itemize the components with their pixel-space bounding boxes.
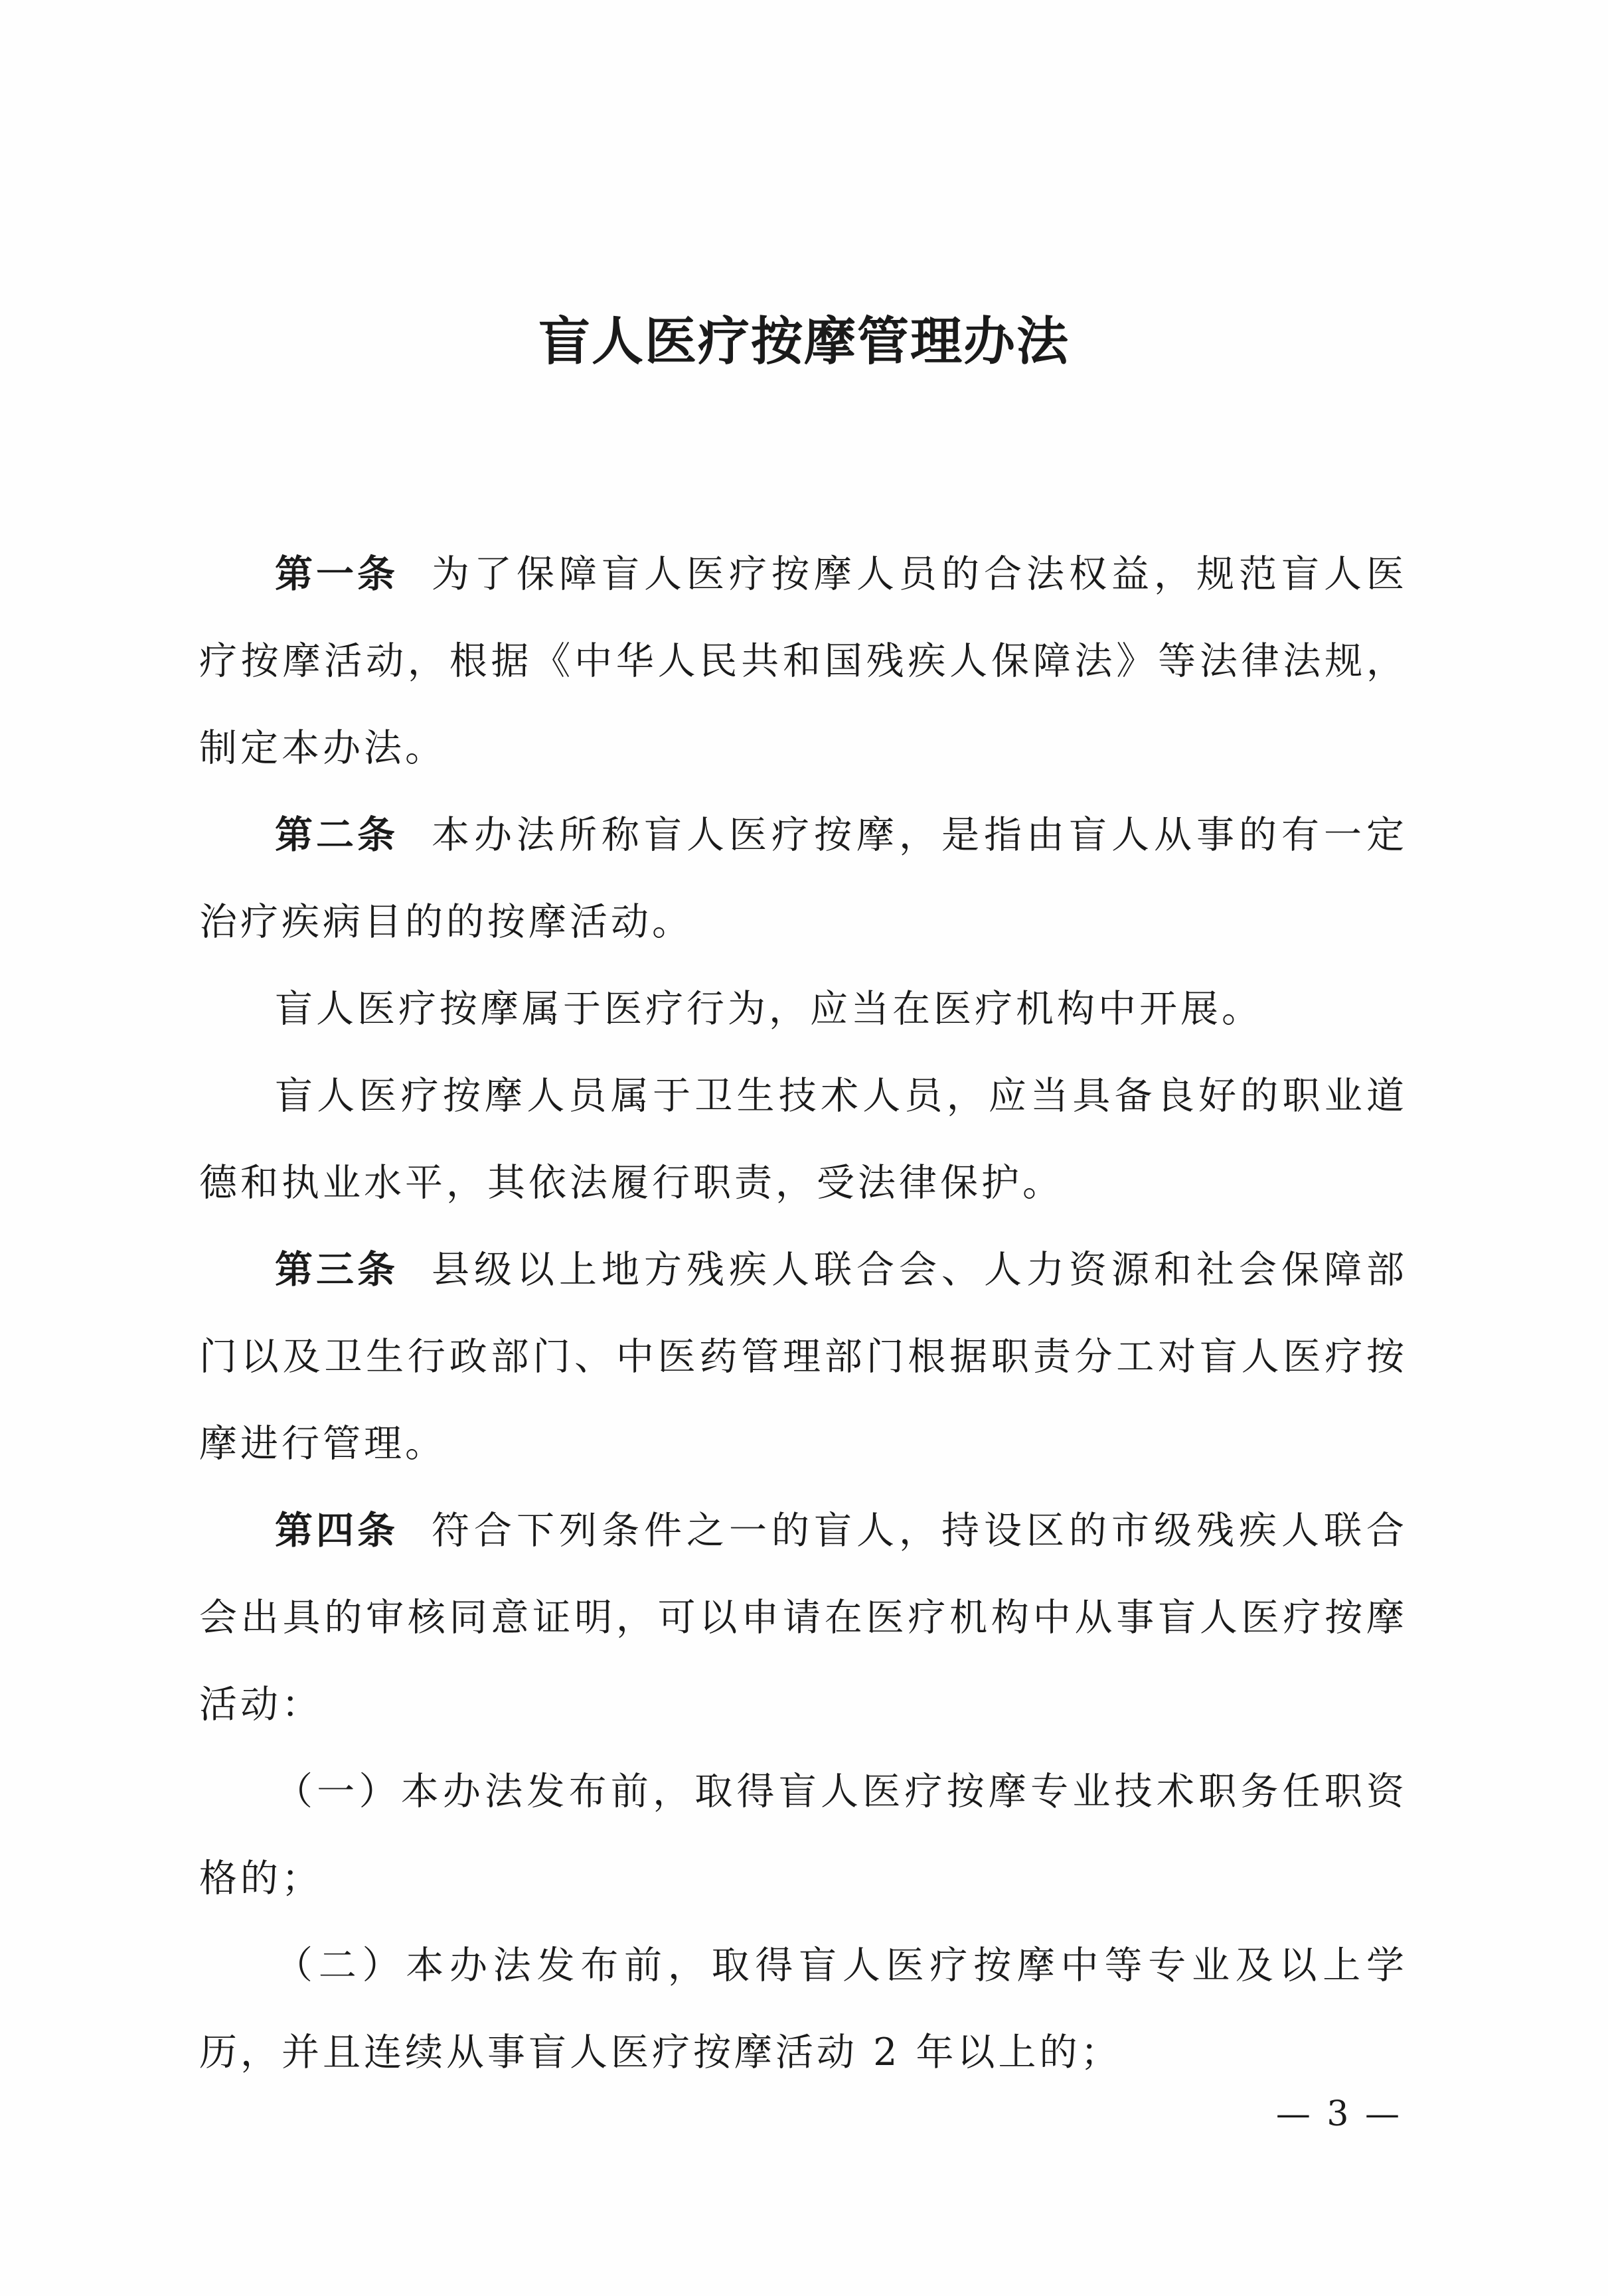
- document-title: 盲人医疗按摩管理办法: [538, 312, 1070, 372]
- paragraph-article-4-item-1: [199, 1748, 1407, 1922]
- paragraph-article-3: [199, 1227, 1407, 1488]
- paragraph-text: 为了保障盲人医疗按摩人员的合法权益，规范盲人医疗按摩活动，根据《中华人民共和国残疾人保障法》等法律法规，制定本办法。: [199, 552, 1407, 770]
- page-number: — 3 —: [1275, 2094, 1402, 2134]
- article-label: 第一条: [275, 552, 398, 596]
- paragraph-article-4: [199, 1488, 1407, 1748]
- paragraph-text: 符合下列条件之一的盲人，持设区的市级残疾人联合会出具的审核同意证明，可以申请在医疗机构中从事盲人医疗按摩活动：: [199, 1509, 1407, 1726]
- paragraph-article-4-item-2: [199, 1922, 1407, 2096]
- article-label: 第四条: [275, 1509, 398, 1553]
- paragraph-article-2-clause-3: [199, 1053, 1407, 1227]
- paragraph-article-2-clause-2: [199, 966, 1407, 1053]
- paragraph-text: （二）本办法发布前，取得盲人医疗按摩中等专业及以上学历，并且连续从事盲人医疗按摩活动 2 年以上的；: [199, 1944, 1407, 2074]
- paragraph-article-2: [199, 792, 1407, 966]
- paragraph-text: 盲人医疗按摩人员属于卫生技术人员，应当具备良好的职业道德和执业水平，其依法履行职责，受法律保护。: [199, 1074, 1407, 1205]
- paragraph-text: （一）本办法发布前，取得盲人医疗按摩专业技术职务任职资格的；: [199, 1770, 1407, 1900]
- paragraph-text: 县级以上地方残疾人联合会、人力资源和社会保障部门以及卫生行政部门、中医药管理部门根据职责分工对盲人医疗按摩进行管理。: [199, 1248, 1407, 1466]
- paragraph-text: 盲人医疗按摩属于医疗行为，应当在医疗机构中开展。: [275, 987, 1263, 1031]
- document-body: [199, 531, 1407, 2096]
- paragraph-article-1: [199, 531, 1407, 792]
- paragraph-text: 本办法所称盲人医疗按摩，是指由盲人从事的有一定治疗疾病目的的按摩活动。: [199, 813, 1407, 944]
- article-label: 第三条: [275, 1248, 398, 1292]
- article-label: 第二条: [275, 813, 398, 857]
